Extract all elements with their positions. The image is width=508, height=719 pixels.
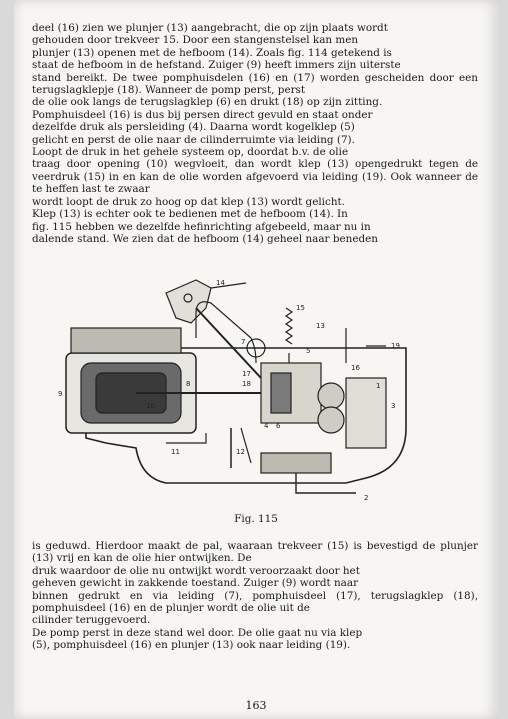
paragraph-top: deel (16) zien we plunjer (13) aangebracht, die op zijn plaats wordt gehouden door trekveer 15. Door een stangenstelsel kan men plunjer (13) openen met de hefboom (14). Zoals fig. 114 getekend is staat de hefboom in de hefstand. Zuiger (9) heeft immers zijn uiterste stand bereikt. De twee pomphuisdelen (16) en (17) worden gescheiden door een terugslagklepje (18). Wanneer de pomp perst, perst de olie ook langs de terugslagklep (6) en drukt (18) op zijn zitting. Pomphuisdeel (16) is dus bij persen direct gevuld en staat onder dezelfde druk als persleiding (4). Daarna wordt kogelklep (5) gelicht en perst de olie naar de cilinderruimte via leiding (7). Loopt de druk in het gehele systeem op, doordat b.v. de olie traag door opening (10) wegvloeit, dan wordt klep (13) opengedrukt tegen de veerdruk (15) in en kan de olie worden afgevoerd via leiding (19). Ook wanneer de te heffen last te zwaar wordt loopt de druk zo hoog op dat klep (13) wordt gelicht. Klep (13) is echter ook te bedienen met de hefboom (14). In fig. 115 hebben we dezelfde hefinrichting afgebeeld, maar nu in dalende stand. We zien dat de hefboom (14) geheel naar beneden xyxy=(32,22,478,245)
svg-text:6: 6 xyxy=(276,422,281,430)
paragraph-bottom: is geduwd. Hierdoor maakt de pal, waaraan trekveer (15) is bevestigd de plunjer (13) vrij en kan de olie hier ontwijken. De druk waardoor de olie nu ontwijkt wordt veroorzaakt door het geheven gewicht in zakkende toestand. Zuiger (9) wordt naar binnen gedrukt en via leiding (7), pomphuisdeel (17), terugslagklep (18), pomphuisdeel (16) en de plunjer wordt de olie uit de cilinder teruggevoerd. De pomp perst in deze stand wel door. De olie gaat nu via klep (5), pomphuisdeel (16) en plunjer (13) ook naar leiding (19). xyxy=(32,540,478,652)
svg-text:13: 13 xyxy=(316,322,325,330)
svg-text:9: 9 xyxy=(58,390,63,398)
svg-text:19: 19 xyxy=(391,342,400,350)
svg-text:18: 18 xyxy=(242,380,251,388)
book-page xyxy=(14,0,498,719)
svg-text:1: 1 xyxy=(376,382,381,390)
svg-text:7: 7 xyxy=(241,338,246,346)
svg-text:8: 8 xyxy=(186,380,191,388)
svg-text:3: 3 xyxy=(391,402,396,410)
svg-text:16: 16 xyxy=(351,364,360,372)
svg-text:10: 10 xyxy=(146,402,155,410)
svg-text:17: 17 xyxy=(242,370,251,378)
hydraulic-lift-drawing xyxy=(46,268,436,508)
page-number: 163 xyxy=(245,699,267,712)
svg-text:15: 15 xyxy=(296,304,305,312)
svg-text:4: 4 xyxy=(264,422,269,430)
svg-text:2: 2 xyxy=(364,494,369,502)
svg-text:5: 5 xyxy=(306,347,311,355)
svg-text:11: 11 xyxy=(171,448,180,456)
figure-115-diagram xyxy=(46,268,436,508)
svg-text:14: 14 xyxy=(216,279,225,287)
svg-text:12: 12 xyxy=(236,448,245,456)
figure-caption: Fig. 115 xyxy=(234,513,278,525)
